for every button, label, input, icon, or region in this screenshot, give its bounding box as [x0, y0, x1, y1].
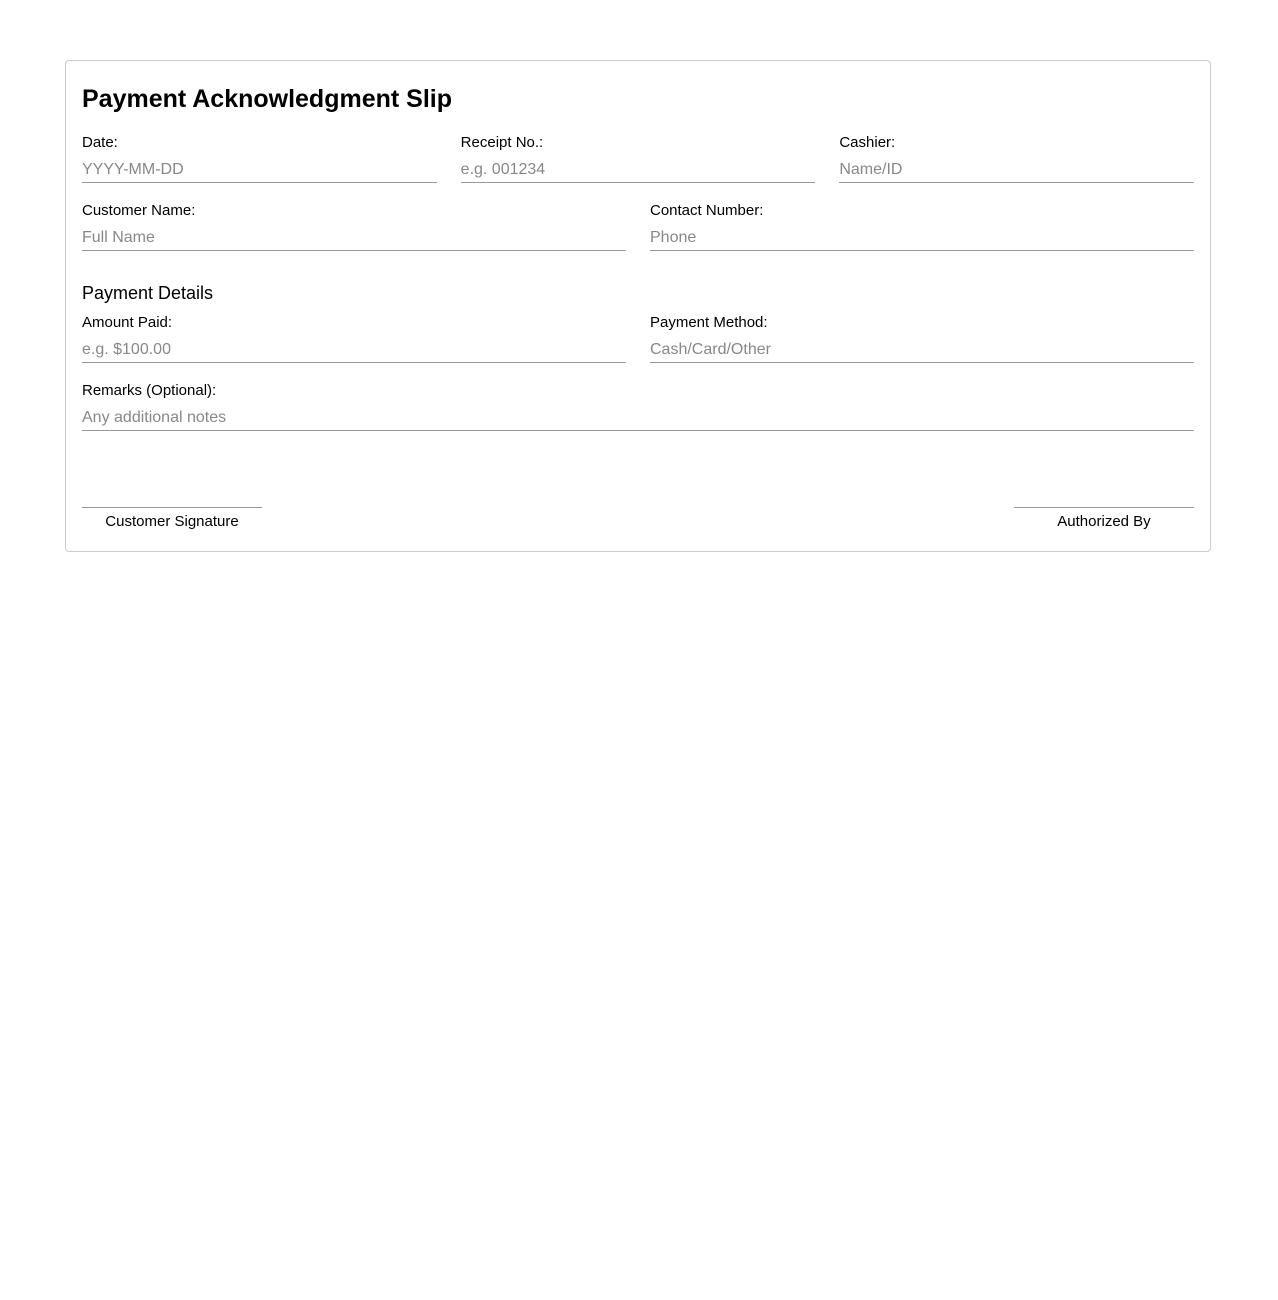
- page-title: Payment Acknowledgment Slip: [82, 85, 452, 113]
- receipt-no-field-group: [461, 134, 816, 183]
- remarks-label: Remarks (Optional):: [82, 382, 217, 399]
- customer-name-label: Customer Name:: [82, 202, 196, 219]
- payment-details-heading: Payment Details: [82, 283, 214, 303]
- authorized-by-line: [1014, 507, 1194, 531]
- payment-fields-row: [82, 314, 1194, 363]
- contact-number-label: Contact Number:: [650, 202, 764, 219]
- customer-name-input[interactable]: [82, 225, 626, 251]
- date-field-group: [82, 134, 437, 183]
- cashier-input[interactable]: [839, 157, 1194, 183]
- receipt-no-label: Receipt No.:: [460, 134, 544, 151]
- payment-method-label: Payment Method:: [650, 314, 768, 331]
- contact-number-field-group: [650, 202, 1194, 251]
- remarks-row: [82, 382, 1194, 431]
- payment-method-field-group: [650, 314, 1194, 363]
- customer-fields-row: [82, 202, 1194, 251]
- amount-paid-label: Amount Paid:: [82, 314, 173, 331]
- customer-signature-label: Customer Signature: [105, 513, 239, 530]
- header-fields-row: [82, 134, 1194, 183]
- remarks-input[interactable]: [82, 405, 1194, 431]
- payment-slip-card: [65, 60, 1211, 552]
- cashier-label: Cashier:: [839, 134, 896, 151]
- date-label: Date:: [82, 134, 118, 151]
- contact-number-input[interactable]: [650, 225, 1194, 251]
- receipt-no-input[interactable]: [461, 157, 816, 183]
- date-input[interactable]: [82, 157, 437, 183]
- remarks-field-group: [82, 382, 1194, 431]
- customer-name-field-group: [82, 202, 626, 251]
- cashier-field-group: [839, 134, 1194, 183]
- customer-signature-line: [82, 507, 262, 531]
- amount-paid-field-group: [82, 314, 626, 363]
- authorized-by-label: Authorized By: [1057, 513, 1151, 530]
- payment-method-input[interactable]: [650, 337, 1194, 363]
- amount-paid-input[interactable]: [82, 337, 626, 363]
